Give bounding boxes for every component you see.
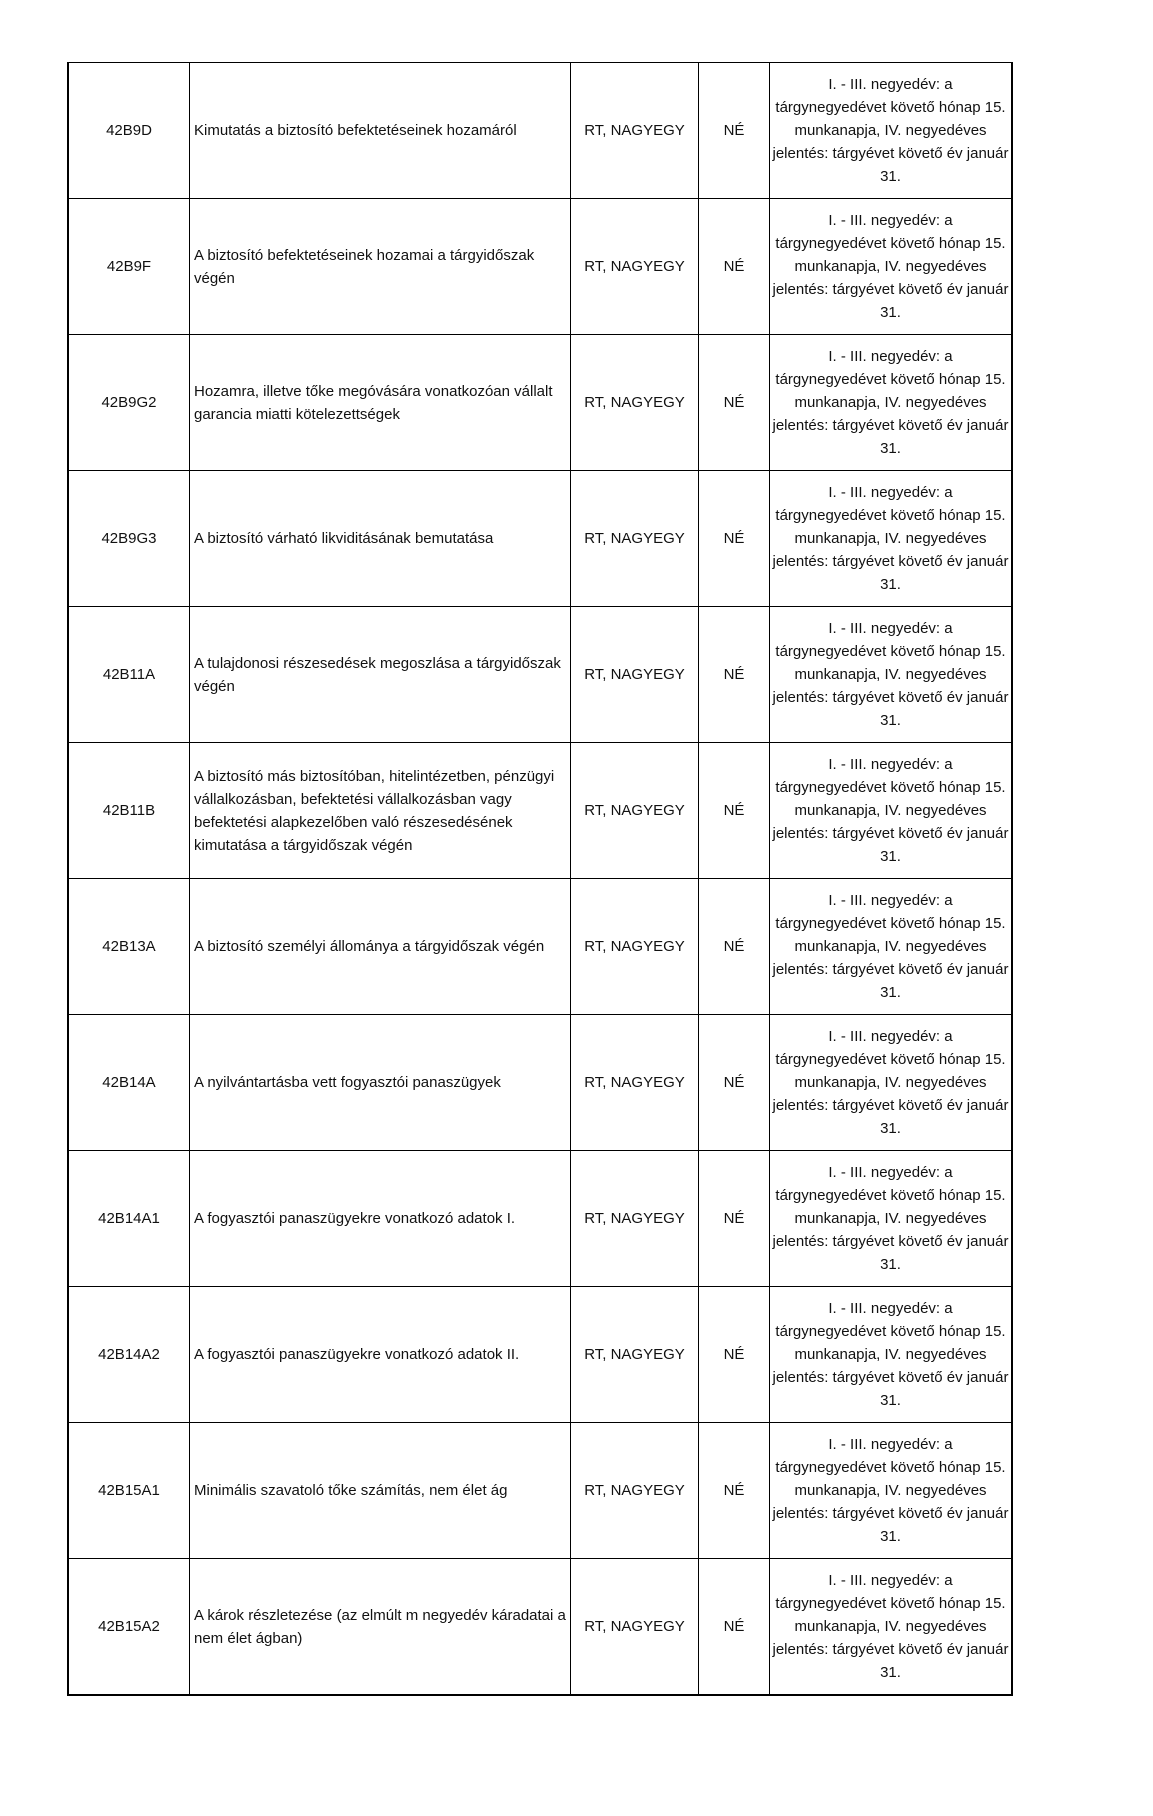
report-code-cell: 42B9G2 [68, 335, 190, 471]
report-code-cell: 42B15A1 [68, 1423, 190, 1559]
frequency-cell: NÉ [699, 1423, 770, 1559]
deadline-cell: I. - III. negyedév: a tárgynegyedévet követő hónap 15. munkanapja, IV. negyedéves jelentés: tárgyévet követő év január 31. [770, 743, 1013, 879]
report-name-cell: A fogyasztói panaszügyekre vonatkozó adatok II. [190, 1287, 571, 1423]
report-code-cell: 42B9G3 [68, 471, 190, 607]
deadline-cell: I. - III. negyedév: a tárgynegyedévet követő hónap 15. munkanapja, IV. negyedéves jelentés: tárgyévet követő év január 31. [770, 1287, 1013, 1423]
table-row [68, 63, 1012, 199]
recipient-cell: RT, NAGYEGY [571, 1559, 699, 1696]
report-table [67, 62, 1013, 1696]
table-row [68, 607, 1012, 743]
table-row [68, 335, 1012, 471]
report-name-cell: A nyilvántartásba vett fogyasztói panaszügyek [190, 1015, 571, 1151]
recipient-cell: RT, NAGYEGY [571, 199, 699, 335]
table-row [68, 1287, 1012, 1423]
deadline-cell: I. - III. negyedév: a tárgynegyedévet követő hónap 15. munkanapja, IV. negyedéves jelentés: tárgyévet követő év január 31. [770, 879, 1013, 1015]
recipient-cell: RT, NAGYEGY [571, 743, 699, 879]
frequency-cell: NÉ [699, 743, 770, 879]
report-name-cell: A biztosító más biztosítóban, hitelintézetben, pénzügyi vállalkozásban, befektetési vállalkozásban vagy befektetési alapkezelőben való részesedésének kimutatása a tárgyidőszak végén [190, 743, 571, 879]
deadline-cell: I. - III. negyedév: a tárgynegyedévet követő hónap 15. munkanapja, IV. negyedéves jelentés: tárgyévet követő év január 31. [770, 1151, 1013, 1287]
frequency-cell: NÉ [699, 1559, 770, 1696]
report-name-cell: A biztosító befektetéseinek hozamai a tárgyidőszak végén [190, 199, 571, 335]
report-code-cell: 42B13A [68, 879, 190, 1015]
table-row [68, 743, 1012, 879]
report-name-cell: A biztosító várható likviditásának bemutatása [190, 471, 571, 607]
report-name-cell: Minimális szavatoló tőke számítás, nem élet ág [190, 1423, 571, 1559]
recipient-cell: RT, NAGYEGY [571, 335, 699, 471]
report-code-cell: 42B9F [68, 199, 190, 335]
report-table-container [67, 62, 1010, 1696]
report-code-cell: 42B14A [68, 1015, 190, 1151]
report-code-cell: 42B15A2 [68, 1559, 190, 1696]
deadline-cell: I. - III. negyedév: a tárgynegyedévet követő hónap 15. munkanapja, IV. negyedéves jelentés: tárgyévet követő év január 31. [770, 607, 1013, 743]
recipient-cell: RT, NAGYEGY [571, 1287, 699, 1423]
report-table-body [68, 63, 1012, 1696]
deadline-cell: I. - III. negyedév: a tárgynegyedévet követő hónap 15. munkanapja, IV. negyedéves jelentés: tárgyévet követő év január 31. [770, 199, 1013, 335]
frequency-cell: NÉ [699, 1151, 770, 1287]
table-row [68, 1423, 1012, 1559]
table-row [68, 1559, 1012, 1696]
deadline-cell: I. - III. negyedév: a tárgynegyedévet követő hónap 15. munkanapja, IV. negyedéves jelentés: tárgyévet követő év január 31. [770, 335, 1013, 471]
deadline-cell: I. - III. negyedév: a tárgynegyedévet követő hónap 15. munkanapja, IV. negyedéves jelentés: tárgyévet követő év január 31. [770, 1015, 1013, 1151]
frequency-cell: NÉ [699, 63, 770, 199]
recipient-cell: RT, NAGYEGY [571, 879, 699, 1015]
table-row [68, 879, 1012, 1015]
report-name-cell: Kimutatás a biztosító befektetéseinek hozamáról [190, 63, 571, 199]
report-name-cell: A fogyasztói panaszügyekre vonatkozó adatok I. [190, 1151, 571, 1287]
report-name-cell: A károk részletezése (az elmúlt m negyedév káradatai a nem élet ágban) [190, 1559, 571, 1696]
deadline-cell: I. - III. negyedév: a tárgynegyedévet követő hónap 15. munkanapja, IV. negyedéves jelentés: tárgyévet követő év január 31. [770, 63, 1013, 199]
report-code-cell: 42B14A2 [68, 1287, 190, 1423]
table-row [68, 1151, 1012, 1287]
deadline-cell: I. - III. negyedév: a tárgynegyedévet követő hónap 15. munkanapja, IV. negyedéves jelentés: tárgyévet követő év január 31. [770, 1423, 1013, 1559]
recipient-cell: RT, NAGYEGY [571, 63, 699, 199]
frequency-cell: NÉ [699, 1287, 770, 1423]
report-name-cell: Hozamra, illetve tőke megóvására vonatkozóan vállalt garancia miatti kötelezettségek [190, 335, 571, 471]
recipient-cell: RT, NAGYEGY [571, 1423, 699, 1559]
deadline-cell: I. - III. negyedév: a tárgynegyedévet követő hónap 15. munkanapja, IV. negyedéves jelentés: tárgyévet követő év január 31. [770, 471, 1013, 607]
frequency-cell: NÉ [699, 607, 770, 743]
report-code-cell: 42B9D [68, 63, 190, 199]
table-row [68, 1015, 1012, 1151]
recipient-cell: RT, NAGYEGY [571, 1015, 699, 1151]
frequency-cell: NÉ [699, 471, 770, 607]
table-row [68, 471, 1012, 607]
frequency-cell: NÉ [699, 335, 770, 471]
recipient-cell: RT, NAGYEGY [571, 471, 699, 607]
frequency-cell: NÉ [699, 199, 770, 335]
deadline-cell: I. - III. negyedév: a tárgynegyedévet követő hónap 15. munkanapja, IV. negyedéves jelentés: tárgyévet követő év január 31. [770, 1559, 1013, 1696]
report-code-cell: 42B11B [68, 743, 190, 879]
frequency-cell: NÉ [699, 1015, 770, 1151]
report-code-cell: 42B14A1 [68, 1151, 190, 1287]
frequency-cell: NÉ [699, 879, 770, 1015]
recipient-cell: RT, NAGYEGY [571, 607, 699, 743]
table-row [68, 199, 1012, 335]
report-name-cell: A tulajdonosi részesedések megoszlása a tárgyidőszak végén [190, 607, 571, 743]
recipient-cell: RT, NAGYEGY [571, 1151, 699, 1287]
report-code-cell: 42B11A [68, 607, 190, 743]
report-name-cell: A biztosító személyi állománya a tárgyidőszak végén [190, 879, 571, 1015]
